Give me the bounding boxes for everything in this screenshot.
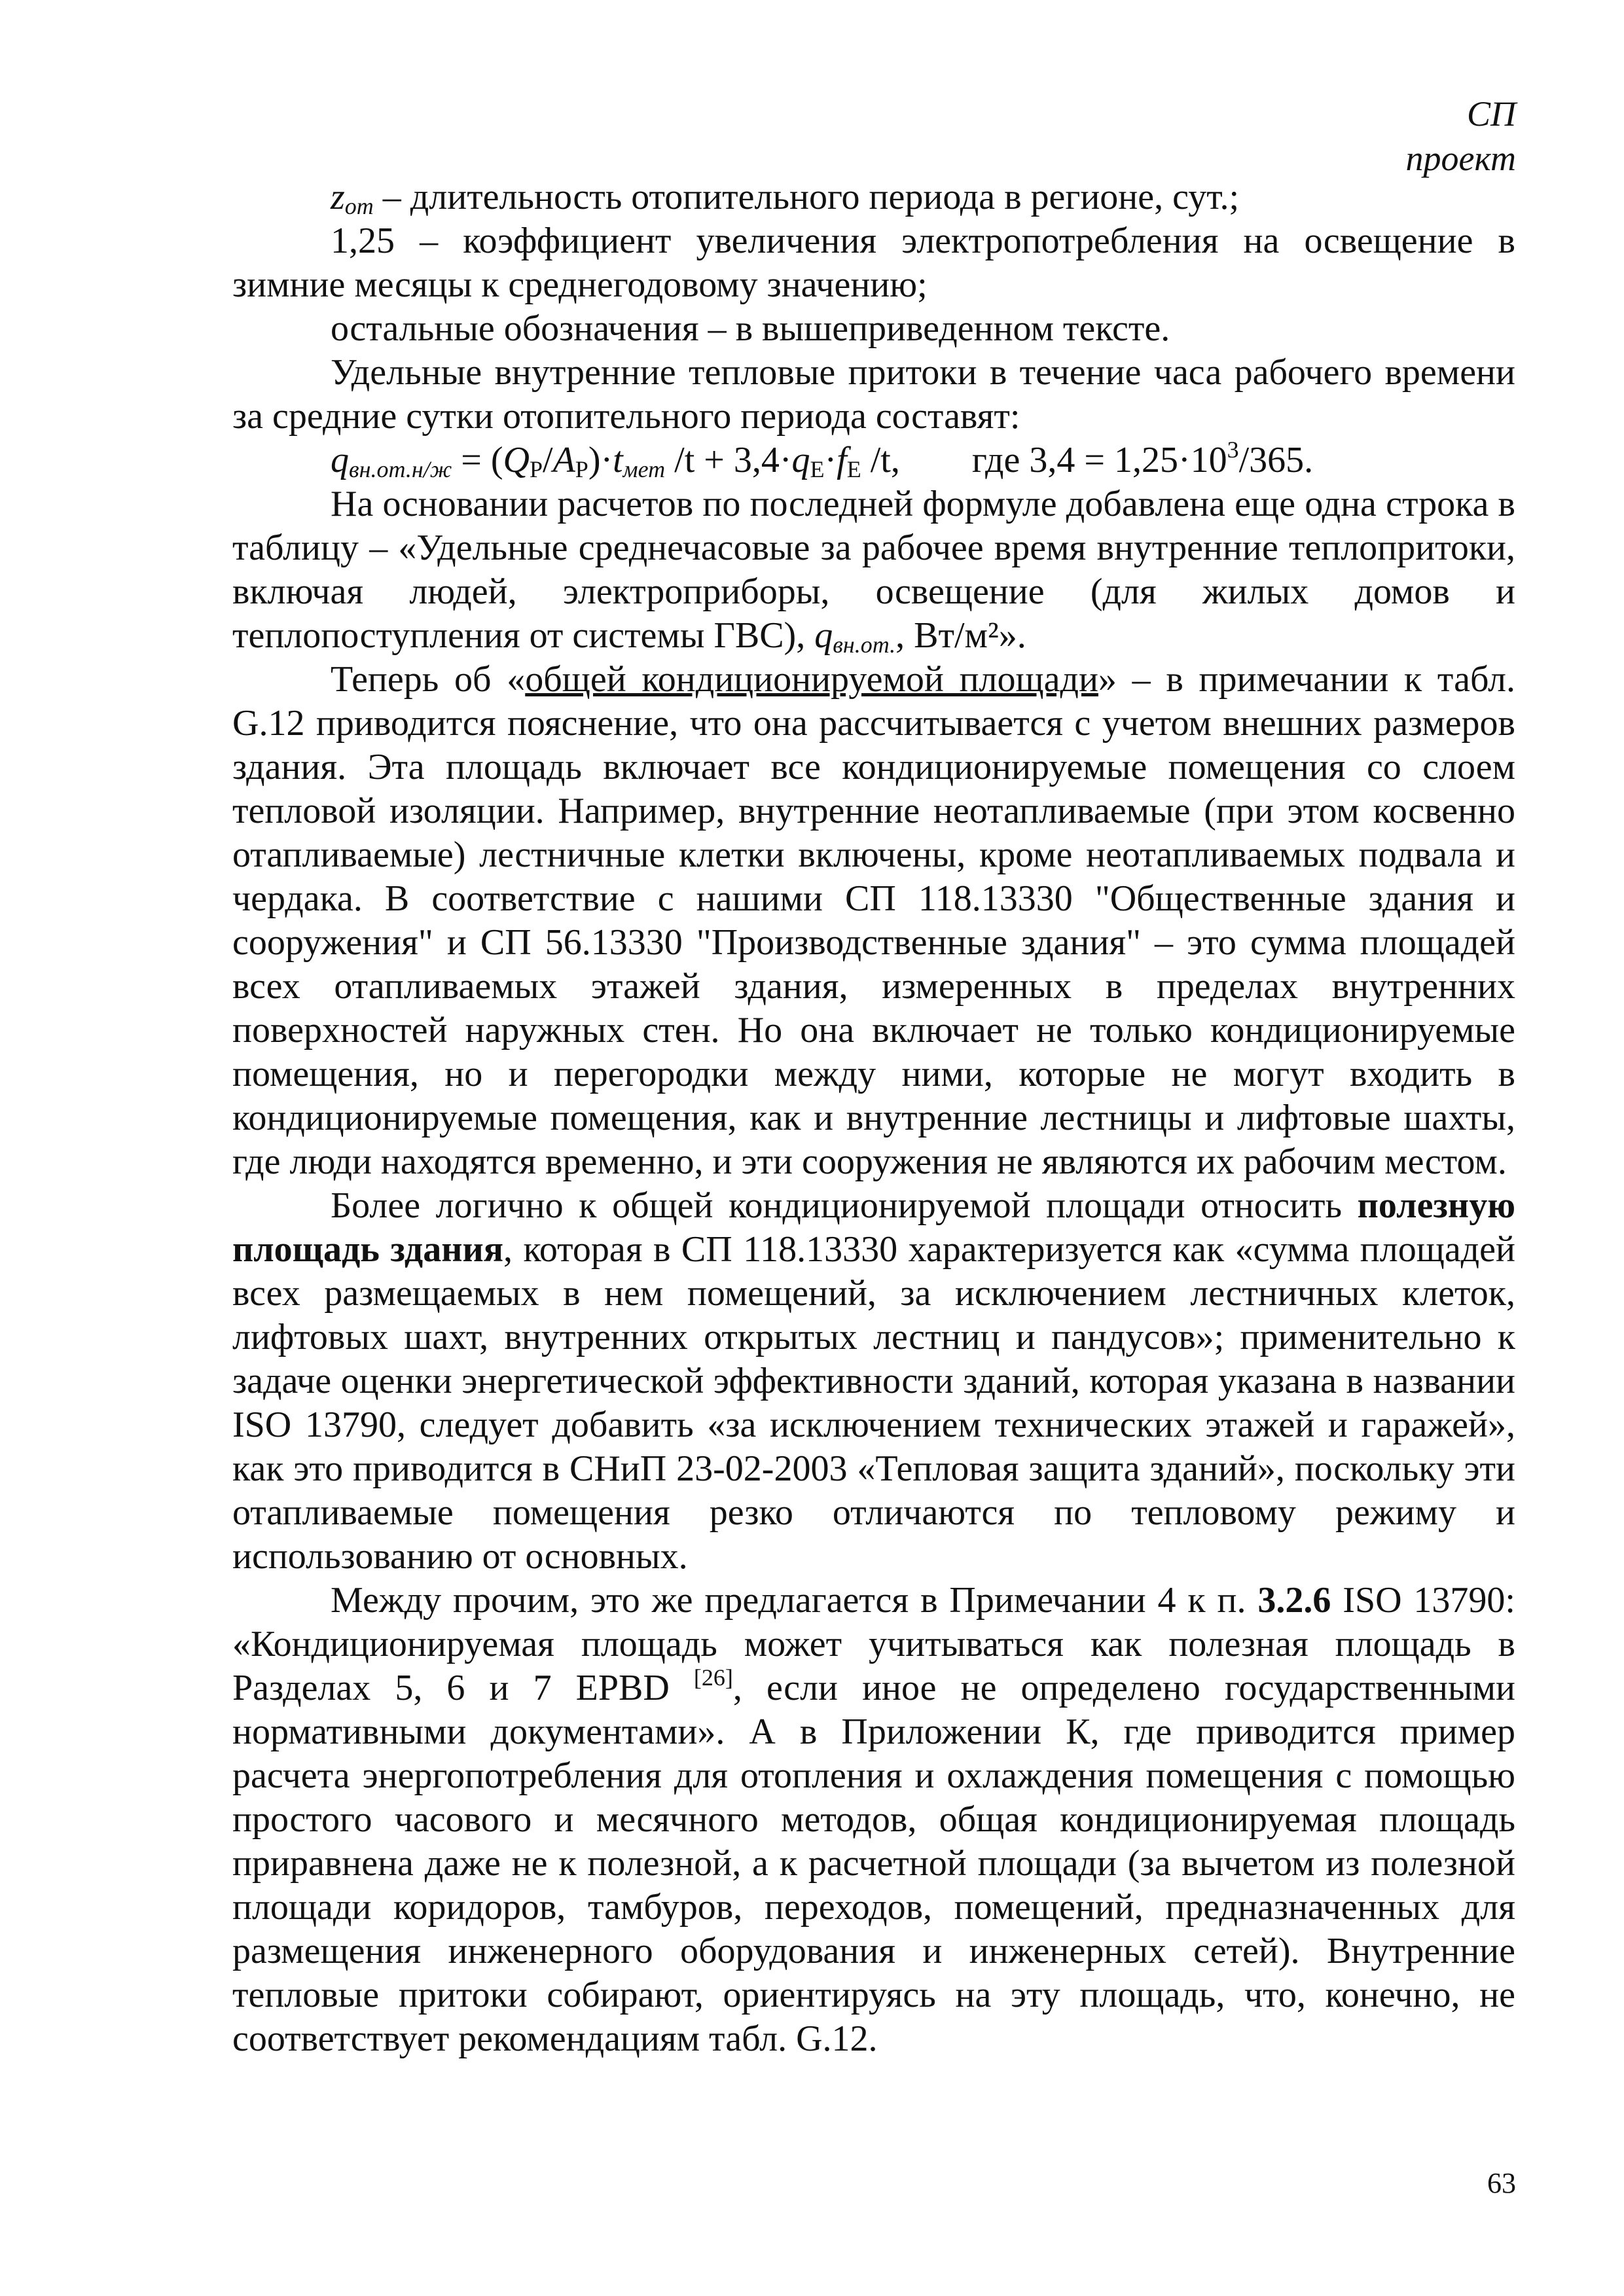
- paragraph-useful-area-text: , которая в СП 118.13330 характеризуется как «сумма площадей всех размещаемых в нем помещений, за исключением лестничных клеток, лифтовых шахт, внутренних открытых лестниц и пандусов»; применительно к задаче оценки энергетической эффективности зданий, которая указана в названии ISO 13790, следует добавить «за исключением технических этажей и гаражей», как это приводится в СНиП 23-02-2003 «Тепловая защита зданий», поскольку эти отапливаемые помещения резко отличаются по тепловому режиму и использованию от основных.: [232, 1229, 1515, 1577]
- formula-part3: /t + 3,4·: [665, 440, 792, 480]
- formula-q-sub: вн.от.н/ж: [349, 456, 452, 482]
- formula-part1: = (: [452, 440, 503, 480]
- formula-qE-sub: Е: [810, 456, 825, 482]
- citation-ref: [26]: [693, 1664, 733, 1691]
- symbol-q-vn-sub: вн.от.: [833, 632, 896, 658]
- paragraph-conditioned-area-lead: Теперь об «: [331, 659, 526, 700]
- formula-part2: )·: [588, 440, 613, 480]
- formula-where: где 3,4 = 1,25·10: [971, 440, 1227, 480]
- formula-t: t: [613, 440, 623, 480]
- bold-term: полезную площадь здания: [232, 1185, 1515, 1270]
- formula-t-sub: мет: [623, 456, 666, 482]
- page-header: [1405, 92, 1516, 181]
- header-title: СП: [1466, 94, 1516, 134]
- formula-q: q: [331, 440, 349, 480]
- formula-fE: f: [837, 440, 847, 480]
- paragraph-iso-note-mid: ISO 13790: «Кондиционируемая площадь может учитываться как полезная площадь в Разделах 5, 6 и 7 EPBD: [232, 1580, 1515, 1708]
- formula-A: A: [552, 440, 575, 480]
- formula-where-sup: 3: [1227, 437, 1239, 463]
- body-text: [232, 175, 1515, 2061]
- paragraph-zot: [232, 175, 1515, 219]
- formula-Q: Q: [503, 440, 530, 480]
- bold-clause-ref: 3.2.6: [1257, 1580, 1331, 1621]
- paragraph-coefficient: 1,25 – коэффициент увеличения электропотребления на освещение в зимние месяцы к среднегодовому значению;: [232, 221, 1515, 305]
- paragraph-conditioned-area-text: » – в примечании к табл. G.12 приводится пояснение, что она рассчитывается с учетом внешних размеров здания. Эта площадь включает все кондиционируемые помещения со слоем тепловой изоляции. Например, внутренние неотапливаемые (при этом косвенно отапливаемые) лестничные клетки включены, кроме неотапливаемых подвала и чердака. В соответствие с нашими СП 118.13330 "Общественные здания и сооружения" и СП 56.13330 "Производственные здания" – это сумма площадей всех отапливаемых этажей здания, измеренных в пределах внутренних поверхностей наружных стен. Но она включает не только кондиционируемые помещения, но и перегородки между ними, которые не могут входить в кондиционируемые помещения, как и внутренние лестницы и лифтовые шахты, где люди находятся временно, и эти сооружения не являются их рабочим местом.: [232, 659, 1515, 1182]
- formula-qE: q: [791, 440, 810, 480]
- symbol-q-vn: q: [814, 615, 833, 656]
- header-subtitle: проект: [1405, 139, 1516, 178]
- formula: [232, 439, 1515, 482]
- paragraph-table-row-end: , Вт/м²».: [895, 615, 1026, 656]
- formula-dot: ·: [824, 440, 837, 480]
- formula-fE-sub: Е: [846, 456, 861, 482]
- formula-where-end: /365.: [1238, 440, 1314, 480]
- paragraph-zot-text: – длительность отопительного периода в регионе, сут.;: [373, 177, 1240, 217]
- formula-Q-sub: Р: [529, 456, 543, 482]
- symbol-z-subscript: от: [344, 193, 374, 219]
- paragraph-specific-gains: Удельные внутренние тепловые притоки в течение часа рабочего времени за средние сутки отопительного периода составят:: [232, 352, 1515, 437]
- paragraph-iso-note-text: , если иное не определено государственными нормативными документами». А в Приложении К, где приводится пример расчета энергопотребления для отопления и охлаждения помещения с помощью простого часового и месячного методов, общая кондиционируемая площадь приравнена даже не к полезной, а к расчетной площади (за вычетом из полезной площади коридоров, тамбуров, переходов, помещений, предназначенных для размещения инженерного оборудования и инженерных сетей). Внутренние тепловые притоки собирают, ориентируясь на эту площадь, что, конечно, не соответствует рекомендациям табл. G.12.: [232, 1668, 1515, 2059]
- paragraph-table-row: [232, 482, 1515, 658]
- paragraph-iso-note-lead: Между прочим, это же предлагается в Примечании 4 к п.: [331, 1580, 1258, 1621]
- paragraph-iso-note: [232, 1579, 1515, 2061]
- paragraph-useful-area: [232, 1184, 1515, 1579]
- formula-part4: /t,: [861, 440, 900, 480]
- symbol-z: z: [331, 177, 345, 217]
- paragraph-useful-area-lead: Более логично к общей кондиционируемой площади относить: [331, 1185, 1358, 1226]
- paragraph-conditioned-area: [232, 658, 1515, 1184]
- underlined-term: общей кондиционируемой площади: [525, 659, 1098, 700]
- formula-slash: /: [543, 440, 553, 480]
- formula-A-sub: Р: [575, 456, 588, 482]
- page-number: 63: [1487, 2167, 1516, 2199]
- paragraph-notation: остальные обозначения – в вышеприведенном тексте.: [331, 308, 1170, 349]
- paragraph-table-row-text: На основании расчетов по последней формуле добавлена еще одна строка в таблицу – «Удельные среднечасовые за рабочее время внутренние теплопритоки, включая людей, электроприборы, освещение (для жилых домов и теплопоступления от системы ГВС),: [232, 484, 1515, 656]
